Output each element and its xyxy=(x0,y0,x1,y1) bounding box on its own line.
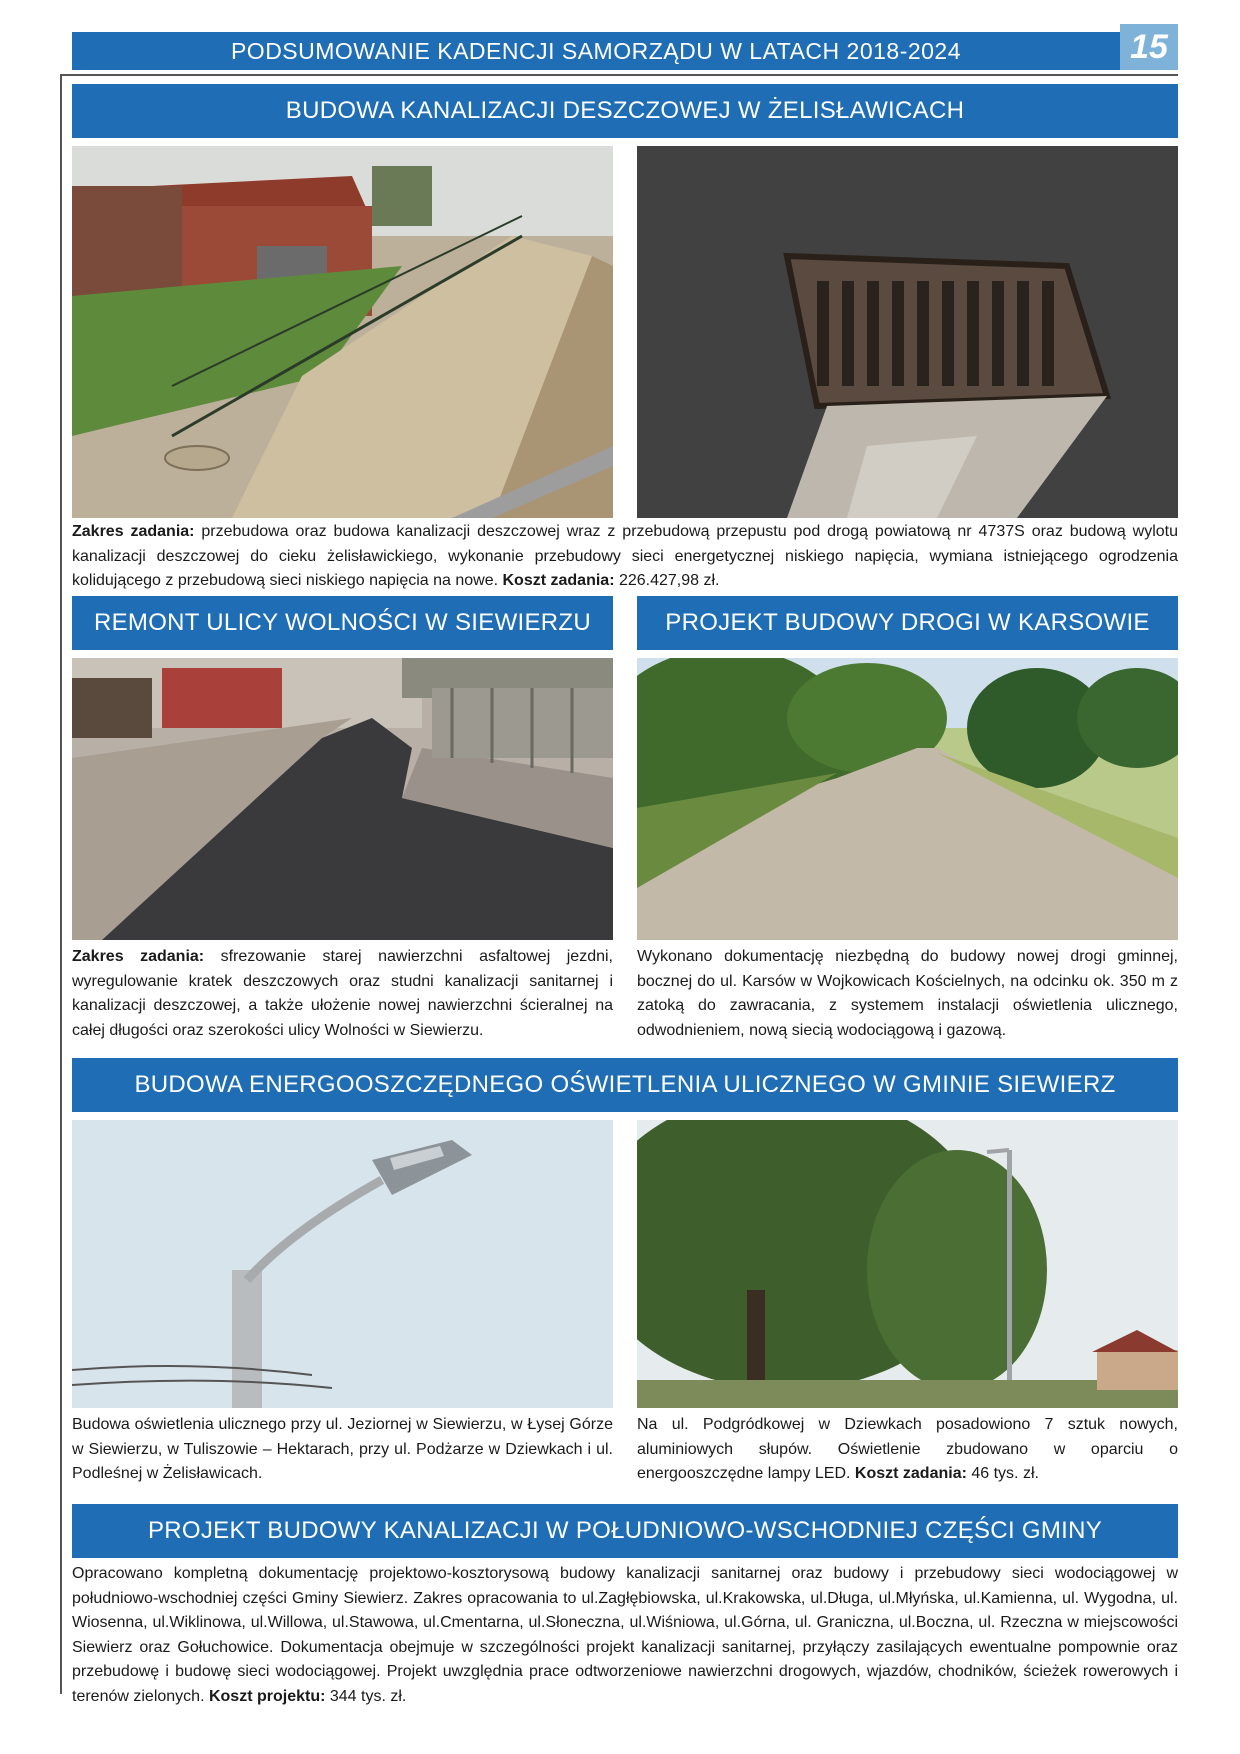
photo-drainage-ditch xyxy=(72,146,613,518)
photo-podgrodkowa-lamps xyxy=(637,1120,1178,1408)
lighting-locations-text: Budowa oświetlenia ulicznego przy ul. Jeziornej w Siewierzu, w Łysej Górze w Siewierzu, w Tuliszowie – Hektarach, przy ul. Podżarze w Dziewkach i ul. Podleśnej w Żelisławicach. xyxy=(72,1416,613,1482)
photo-karsow-road xyxy=(637,658,1178,940)
page-number-badge xyxy=(1120,24,1178,70)
cost-label: Koszt projektu: xyxy=(208,1687,326,1705)
cost-label: Koszt zadania: xyxy=(502,572,615,589)
section-text-droga-karsow xyxy=(637,945,1178,1043)
page-header-title: PODSUMOWANIE KADENCJI SAMORZĄDU W LATACH 2018-2024 xyxy=(230,37,962,64)
frame-line-left xyxy=(60,74,62,1694)
frame-line-top xyxy=(60,74,1178,76)
task-scope-label: Zakres zadania: xyxy=(72,523,195,540)
task-scope-label: Zakres zadania: xyxy=(72,948,205,965)
section-text-remont-wolnosci xyxy=(72,945,613,1043)
project-text: Opracowano kompletną dokumentację projektowo-kosztorysową budowy kanalizacji sanitarnej oraz budowy i przebudowy sieci wodociągowej w południowo-wschodniej części Gminy Siewierz. Zakres opracowania to ul.Zagłębiowska, ul.Krakowska, ul.Długa, ul.Młyńska, ul.Kamienna, ul. Wygodna, ul. Wiosenna, ul.Wiklinowa, ul.Willowa, ul.Stawowa, ul.Cmentarna, ul.Słoneczna, ul.Wiśniowa, ul.Górna, ul. Graniczna, ul.Boczna, ul. Rzeczna w miejscowości Siewierz oraz Gołuchowice. Dokumentacja obejmuje w szczególności projekt kanalizacji sanitarnej, przyłączy zasilających ewentualne pompownie oraz przebudowę i budowę sieci wodociągowej. Projekt uwzględnia prace odtworzeniowe nawierzchni drogowych, wjazdów, chodników, ścieżek rowerowych i terenów zielonych. xyxy=(72,1565,1178,1705)
photo-storm-drain-grate xyxy=(637,146,1178,518)
section-text-oswietlenie-right xyxy=(637,1413,1178,1487)
section-header-kanalizacja-zelislawice xyxy=(72,84,1178,138)
section-header-remont-wolnosci xyxy=(72,596,613,650)
cost-label: Koszt zadania: xyxy=(854,1465,967,1482)
section-title: BUDOWA KANALIZACJI DESZCZOWEJ W ŻELISŁAWICACH xyxy=(285,97,965,124)
section-text-kanalizacja-pd-wsch xyxy=(72,1562,1178,1709)
section-title: REMONT ULICY WOLNOŚCI W SIEWIERZU xyxy=(93,609,592,636)
documentation-text: Wykonano dokumentację niezbędną do budowy nowej drogi gminnej, bocznej do ul. Karsów w Wojkowicach Kościelnych, na odcinku ok. 350 m z zatoką do zawracania, z systemem instalacji oświetlenia ulicznego, odwodnieniem, nową siecią wodociągową i gazową. xyxy=(637,948,1178,1039)
section-header-oswietlenie xyxy=(72,1058,1178,1112)
section-text-oswietlenie-left xyxy=(72,1413,613,1487)
section-text-kanalizacja-zelislawice xyxy=(72,520,1178,594)
section-header-kanalizacja-pd-wsch xyxy=(72,1504,1178,1558)
section-title: PROJEKT BUDOWY DROGI W KARSOWIE xyxy=(665,609,1150,636)
photo-wolnosci-street xyxy=(72,658,613,940)
cost-value: 46 tys. zł. xyxy=(966,1465,1039,1482)
photo-led-street-lamp xyxy=(72,1120,613,1408)
task-scope-text: przebudowa oraz budowa kanalizacji deszczowej wraz z przebudową przepustu pod drogą powiatową nr 4737S oraz budową wylotu kanalizacji deszczowej do cieku żelisławickiego, wykonanie przebudowy sieci energetycznej niskiego napięcia, wymiana istniejącego ogrodzenia kolidującego z przebudową sieci niskiego napięcia na nowe. xyxy=(72,523,1178,589)
cost-value: 344 tys. zł. xyxy=(325,1687,407,1705)
section-title: PROJEKT BUDOWY KANALIZACJI W POŁUDNIOWO-WSCHODNIEJ CZĘŚCI GMINY xyxy=(147,1517,1103,1544)
task-scope-text: sfrezowanie starej nawierzchni asfaltowej jezdni, wyregulowanie kratek deszczowych oraz studni kanalizacji sanitarnej i kanalizacji deszczowej, a także ułożenie nowej nawierzchni ścieralnej na całej długości oraz szerokości ulicy Wolności w Siewierzu. xyxy=(72,948,613,1039)
page-header-bar xyxy=(72,32,1120,70)
section-title: BUDOWA ENERGOOSZCZĘDNEGO OŚWIETLENIA ULICZNEGO W GMINIE SIEWIERZ xyxy=(134,1071,1116,1098)
cost-value: 226.427,98 zł. xyxy=(614,572,720,589)
page-number: 15 xyxy=(1130,27,1168,66)
podgrodkowa-text: Na ul. Podgródkowej w Dziewkach posadowiono 7 sztuk nowych, aluminiowych słupów. Oświetlenie zbudowano w oparciu o energooszczędne lampy LED. xyxy=(637,1416,1178,1482)
section-header-droga-karsow xyxy=(637,596,1178,650)
